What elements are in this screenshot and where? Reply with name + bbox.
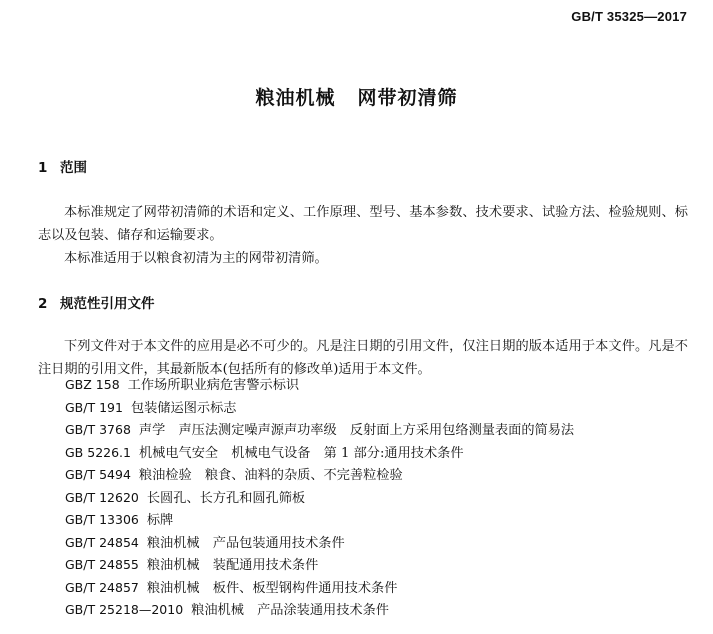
reference-code: GB/T 5494: [65, 467, 131, 482]
section-number: 1: [38, 160, 48, 176]
section-2-paragraph-1: 下列文件对于本文件的应用是必不可少的。凡是注日期的引用文件，仅注日期的版本适用于本文件。凡是不注日期的引用文件，其最新版本(包括所有的修改单)适用于本文件。: [38, 339, 688, 377]
reference-title: 长圆孔、长方孔和圆孔筛板: [146, 490, 306, 506]
reference-item: [65, 442, 574, 465]
reference-title: 粮油机械 装配通用技术条件: [146, 558, 319, 573]
reference-title: 声学 声压法测定噪声源声功率级 反射面上方采用包络测量表面的简易法: [138, 423, 575, 438]
reference-code: GB/T 24857: [65, 579, 139, 595]
reference-title: 包装储运图示标志: [130, 400, 237, 416]
reference-item: [65, 464, 574, 487]
section-title: 范围: [60, 160, 87, 176]
reference-item: [65, 532, 574, 555]
reference-item: [65, 487, 574, 510]
reference-title: 标牌: [146, 513, 174, 528]
reference-title: 粮油机械 产品涂装通用技术条件: [191, 603, 389, 618]
normative-references-list: [65, 374, 574, 622]
title-part-1: 粮油机械: [255, 87, 336, 109]
reference-title: 粮油机械 板件、板型钢构件通用技术条件: [146, 580, 398, 596]
reference-item: [65, 577, 574, 600]
reference-item: [65, 554, 574, 577]
reference-code: GB/T 191: [65, 399, 123, 415]
reference-item: [65, 509, 574, 532]
reference-code: GBZ 158: [65, 377, 120, 392]
section-1-paragraph-1: 本标准规定了网带初清筛的术语和定义、工作原理、型号、基本参数、技术要求、试验方法、检验规则、标志以及包装、储存和运输要求。: [38, 205, 688, 243]
section-2-heading: [38, 292, 155, 312]
document-title: [0, 83, 713, 110]
reference-code: GB/T 3768: [65, 422, 131, 437]
reference-item: [65, 397, 574, 420]
section-number: 2: [38, 296, 48, 312]
section-1-heading: [38, 156, 87, 176]
standard-code: GB/T 35325—2017: [571, 9, 687, 24]
reference-code: GB/T 13306: [65, 512, 139, 527]
section-1-paragraph-2: 本标准适用于以粮食初清为主的网带初清筛。: [64, 251, 328, 266]
reference-code: GB 5226.1: [65, 444, 131, 460]
reference-title: 机械电气安全 机械电气设备 第 1 部分:通用技术条件: [138, 445, 464, 461]
title-part-2: 网带初清筛: [357, 87, 458, 109]
reference-code: GB/T 12620: [65, 489, 139, 505]
reference-title: 粮油机械 产品包装通用技术条件: [146, 535, 345, 551]
reference-title: 工作场所职业病危害警示标识: [127, 378, 300, 393]
reference-item: [65, 419, 574, 442]
section-title: 规范性引用文件: [60, 296, 155, 312]
reference-item: [65, 599, 574, 622]
reference-title: 粮油检验 粮食、油料的杂质、不完善粒检验: [138, 468, 403, 483]
reference-code: GB/T 24854: [65, 534, 139, 550]
reference-item: [65, 374, 574, 397]
reference-code: GB/T 25218—2010: [65, 602, 184, 617]
reference-code: GB/T 24855: [65, 557, 139, 572]
